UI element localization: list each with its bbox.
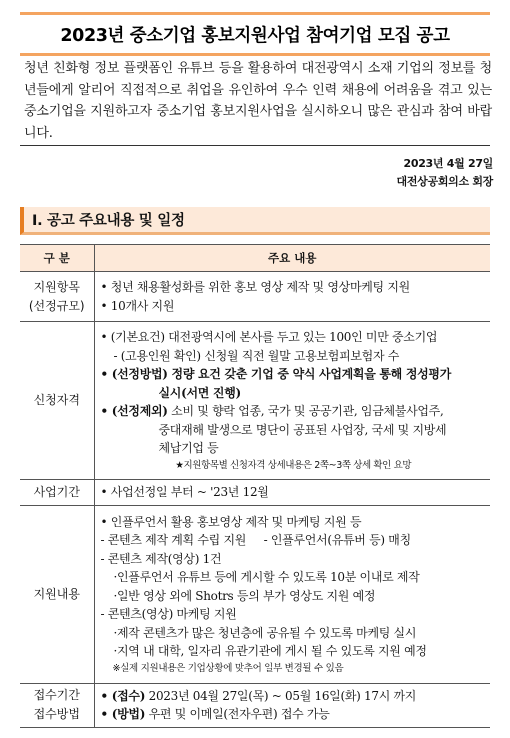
row-content-support-item xyxy=(94,272,490,322)
content-line xyxy=(101,687,487,706)
section-header xyxy=(20,207,490,235)
column-header-category: 구 분 xyxy=(20,245,94,272)
line-text: 우편 및 이메일(전자우편) 접수 가능 xyxy=(145,707,330,721)
table-header-row xyxy=(20,245,490,272)
content-line: • 사업선정일 부터 ~ '23년 12월 xyxy=(100,485,269,499)
table-row xyxy=(20,505,490,683)
table-row xyxy=(20,322,490,480)
label-line: 접수방법 xyxy=(33,707,80,721)
content-line: - 콘텐츠 제작(영상) 1건 xyxy=(100,551,222,566)
content-line: - (고용인원 확인) 신청월 직전 월말 고용보험피보험자 수 xyxy=(113,348,400,363)
column-header-content: 주요 내용 xyxy=(94,245,490,272)
intro-paragraph: 청년 친화형 정보 플랫폼인 유튜브 등을 활용하여 대전광역시 소재 기업의 정보를 청년들에게 알리어 직접적으로 취업을 유인하여 우수 인력 채용에 어려움을 겪고 있는 중소기업을 지원하고자 중소기업 홍보지원사업을 실시하오니 많은 관심과 참여 바랍니다. xyxy=(24,61,492,141)
content-line xyxy=(101,365,487,384)
content-line: 체납기업 등 xyxy=(158,441,219,456)
content-line: • 인플루언서 활용 홍보영상 제작 및 마케팅 지원 등 xyxy=(100,514,362,529)
bold-label: • (접수) xyxy=(100,688,146,703)
label-line: 접수기간 xyxy=(33,688,80,702)
content-line: 실시(서면 진행) xyxy=(158,385,241,400)
content-line xyxy=(101,328,487,347)
row-label-period: 사업기간 xyxy=(20,480,94,506)
content-line xyxy=(101,402,487,421)
row-content-application xyxy=(94,683,490,727)
announcement-date: 2023년 4월 27일 xyxy=(403,157,493,170)
content-line: ·지역 내 대학, 일자리 유관기관에 게시 될 수 있도록 지원 예정 xyxy=(113,644,427,658)
row-label-eligibility: 신청자격 xyxy=(20,322,94,480)
line-text: 대전광역시에 본사를 두고 있는 100인 미만 중소기업 xyxy=(164,330,438,345)
label-line: (선정규모) xyxy=(28,298,85,313)
note: ※실제 지원내용은 기업상황에 맞추어 일부 변경될 수 있음 xyxy=(112,662,344,674)
divider xyxy=(20,145,490,146)
row-content-support-content xyxy=(94,505,490,683)
table-row xyxy=(20,683,490,727)
page-title: 2023년 중소기업 홍보지원사업 참여기업 모집 공고 xyxy=(60,25,450,46)
content-line: • 10개사 지원 xyxy=(100,298,175,313)
bold-label: • (선정제외) xyxy=(100,404,168,419)
content-line: 중대재해 발생으로 명단이 공표된 사업장, 국세 및 지방세 xyxy=(158,422,447,437)
line-text: 정량 요건 갖춘 기업 중 약식 사업계획을 통해 정성평가 xyxy=(167,367,451,382)
bold-label: • (선정방법) xyxy=(100,367,168,382)
content-line: ·제작 콘텐츠가 많은 청년층에 공유될 수 있도록 마케팅 실시 xyxy=(113,625,417,640)
row-label-support-item xyxy=(20,272,94,322)
content-line: ·일반 영상 외에 Shotrs 등의 부가 영상도 지원 예정 xyxy=(113,588,376,603)
note: ★지원항목별 신청자격 상세내용은 2쪽~3쪽 상세 확인 요망 xyxy=(175,459,412,471)
content-line: - 콘텐츠(영상) 마케팅 지원 xyxy=(100,607,237,621)
row-content-period xyxy=(94,480,490,506)
schedule-table xyxy=(20,244,490,728)
table-row xyxy=(20,480,490,506)
issuer: 대전상공회의소 회장 xyxy=(396,175,493,188)
line-text: 2023년 04월 27일(목) ~ 05월 16일(화) 17시 까지 xyxy=(145,688,417,703)
content-line: ·인플루언서 유튜브 등에 게시할 수 있도록 10분 이내로 제작 xyxy=(113,570,420,584)
bold-label: • (방법) xyxy=(100,707,146,721)
row-label-application xyxy=(20,683,94,727)
row-label-support-content: 지원내용 xyxy=(20,505,94,683)
line-text: 소비 및 향락 업종, 국가 및 공공기관, 임금체불사업주, xyxy=(167,404,444,419)
content-line: - 콘텐츠 제작 계획 수립 지원 - 인플루언서(유튜버 등) 매칭 xyxy=(100,533,411,547)
content-line xyxy=(101,705,487,724)
section-title: Ⅰ. 공고 주요내용 및 일정 xyxy=(32,213,185,229)
row-content-eligibility xyxy=(94,322,490,480)
label-line: 지원항목 xyxy=(33,279,80,294)
title-box xyxy=(20,12,490,56)
bold-label: • (기본요건) xyxy=(100,330,165,345)
table-row xyxy=(20,272,490,322)
content-line: • 청년 채용활성화를 위한 홍보 영상 제작 및 영상마케팅 지원 xyxy=(100,280,410,294)
